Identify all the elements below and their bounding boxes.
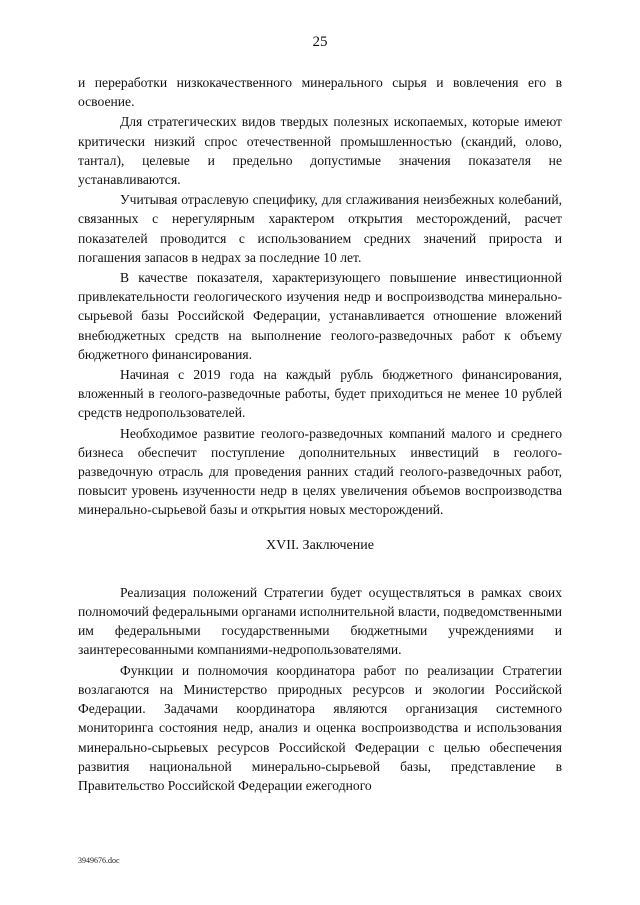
paragraph-investment-indicator: В качестве показателя, характеризующего повышение инвестиционной привлекательности геологического изучения недр и воспроизводства минерально-сырьевой базы Российской Федерации, устанавливается отношение вложений внебюджетных средств на выполнение геолого-разведочных работ к объему бюджетного финансирования. bbox=[78, 270, 562, 362]
paragraph-strategic-minerals: Для стратегических видов твердых полезных ископаемых, которые имеют критически низкий спрос отечественной промышленностью (скандий, олово, тантал), целевые и предельно допустимые значения показателя не устанавливаются. bbox=[78, 114, 562, 188]
paragraph-small-business: Необходимое развитие геолого-разведочных компаний малого и среднего бизнеса обеспечит поступление дополнительных инвестиций в геолого-разведочную отрасль для проведения ранних стадий геолого-разведочных работ, повысит уровень изученности недр в целях увеличения объемов воспроизводства минерально-сырьевой базы и открытия новых месторождений. bbox=[78, 425, 562, 518]
paragraph-implementation: Реализация положений Стратегии будет осуществляться в рамках своих полномочий федеральными органами исполнительной власти, подведомственными им федеральными государственными бюджетными учреждениями и заинтересованными компаниями-недропользователями. bbox=[78, 584, 562, 658]
paragraph-industry-specifics: Учитывая отраслевую специфику, для сглаживания неизбежных колебаний, связанных с нерегулярным характером открытия месторождений, расчет показателей проводится с использованием средних значений прироста и погашения запасов в недрах за последние 10 лет. bbox=[78, 192, 562, 265]
section-heading: XVII. Заключение bbox=[266, 537, 374, 553]
paragraph-continuation: и переработки низкокачественного минерального сырья и вовлечения его в освоение. bbox=[78, 75, 562, 110]
page-number: 25 bbox=[312, 34, 328, 50]
footer-doc-id: 3949676.doc bbox=[78, 856, 120, 865]
paragraph-coordinator: Функции и полномочия координатора работ по реализации Стратегии возлагаются на Министерство природных ресурсов и экологии Российской Федерации. Задачами координатора являются организация системного мониторинга состояния недр, анализ и оценка воспроизводства и использования минерально-сырьевых ресурсов Российской Федерации с целью обеспечения развития национальной минерально-сырьевой базы, представление в Правительство Российской Федерации ежегодного bbox=[78, 662, 562, 793]
paragraph-funding-ratio: Начиная с 2019 года на каждый рубль бюджетного финансирования, вложенный в геолого-разведочные работы, будет приходиться не менее 10 рублей средств недропользователей. bbox=[78, 367, 562, 421]
page-body bbox=[78, 73, 562, 795]
